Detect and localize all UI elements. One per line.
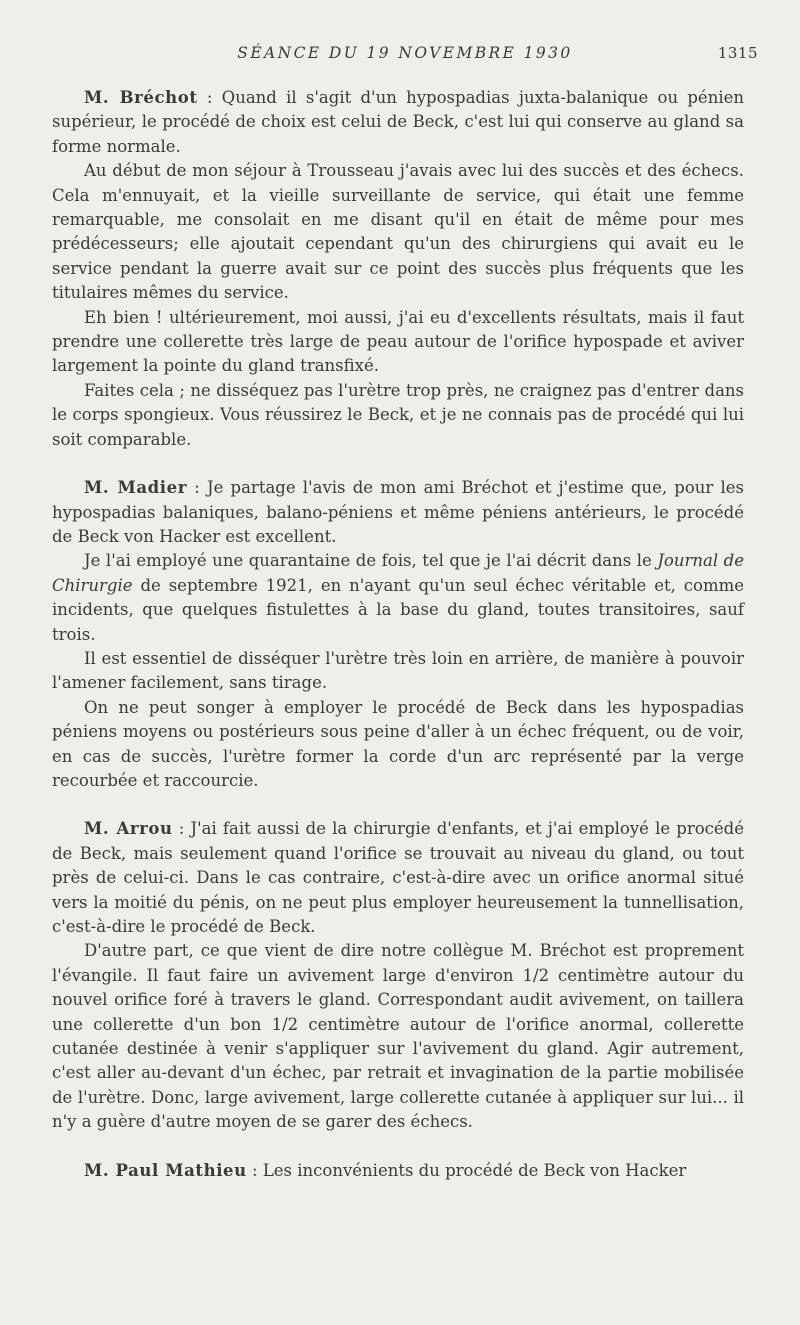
body-text <box>52 86 744 1183</box>
paragraph-madier-3: Il est essentiel de disséquer l'urètre très loin en arrière, de manière à pouvoir l'amener facilement, sans tirage. <box>52 648 744 693</box>
speaker-name: M. Bréchot <box>84 88 198 107</box>
paragraph-brechot-3: Eh bien ! ultérieurement, moi aussi, j'ai eu d'excellents résultats, mais il faut prendre une collerette très large de peau autour de l'orifice hypospade et aviver largement la pointe du gland transfixé. <box>52 307 744 376</box>
paragraph-text: : Je partage l'avis de mon ami Bréchot et j'estime que, pour les hypospadias balaniques, balano-péniens et même péniens antérieurs, le procédé de Beck von Hacker est excellent. <box>52 478 744 546</box>
paragraph-brechot-1 <box>52 86 744 159</box>
paragraph-text: : J'ai fait aussi de la chirurgie d'enfants, et j'ai employé le procédé de Beck, mais seulement quand l'orifice se trouvait au niveau du gland, ou tout près de celui-ci. Dans le cas contraire, c'est-à-dire avec un orifice anormal situé vers la moitié du pénis, on ne peut plus employer heureusement la tunnellisation, c'est-à-dire le procédé de Beck. <box>52 819 744 936</box>
paragraph-arrou-2: D'autre part, ce que vient de dire notre collègue M. Bréchot est proprement l'évangile. Il faut faire un avivement large d'environ 1/2 centimètre autour du nouvel orifice foré à travers le gland. Correspondant audit avivement, on taillera une collerette d'un bon 1/2 centimètre autour de l'orifice anormal, collerette cutanée destinée à venir s'appliquer sur l'avivement du gland. Agir autrement, c'est aller au-devant d'un échec, par retrait et invagination de la partie mobilisée de l'urètre. Donc, large avivement, large collerette cutanée à appliquer sur lui... il n'y a guère d'autre moyen de se garer des échecs. <box>52 941 744 1132</box>
running-head-title: SÉANCE DU 19 NOVEMBRE 1930 <box>237 44 573 62</box>
paragraph-madier-4: On ne peut songer à employer le procédé de Beck dans les hypospadias péniens moyens ou postérieurs sous peine d'aller à un échec fréquent, ou de voir, en cas de succès, l'urètre former la corde d'un arc représenté par la verge recourbée et raccourcie. <box>52 697 744 790</box>
paragraph-madier-2 <box>52 549 744 647</box>
paragraph-madier-1 <box>52 476 744 549</box>
paragraph-text: Je l'ai employé une quarantaine de fois, tel que je l'ai décrit dans le <box>84 551 658 571</box>
journal-title: Journal de Chirurgie <box>52 551 744 595</box>
paragraph-brechot-4: Faites cela ; ne disséquez pas l'urètre trop près, ne craignez pas d'entrer dans le corps spongieux. Vous réussirez le Beck, et je ne connais pas de procédé qui lui soit comparable. <box>52 380 744 449</box>
speaker-name: M. Arrou <box>84 819 173 839</box>
paragraph-brechot-2: Au début de mon séjour à Trousseau j'avais avec lui des succès et des échecs. Cela m'ennuyait, et la vieille surveillante de service, qui était une femme remarquable, me consolait en me disant qu'il en était de même pour mes prédécesseurs; elle ajoutait cependant qu'un des chirurgiens qui avait eu le service pendant la guerre avait sur ce point des succès plus fréquents que les titulaires mêmes du service. <box>52 161 744 303</box>
page-number: 1315 <box>717 44 758 62</box>
speaker-name: M. Paul Mathieu <box>84 1160 247 1180</box>
paragraph-text: : Les inconvénients du procédé de Beck von Hacker <box>246 1160 687 1180</box>
paragraph-text: de septembre 1921, en n'ayant qu'un seul échec véritable et, comme incidents, que quelques fistulettes à la base du gland, toutes transitoires, sauf trois. <box>52 575 744 644</box>
running-head <box>52 44 758 68</box>
paragraph-mathieu-1 <box>52 1159 744 1183</box>
paragraph-arrou-1 <box>52 817 744 939</box>
paragraph-text: : Quand il s'agit d'un hypospadias juxta-balanique ou pénien supérieur, le procédé de choix est celui de Beck, c'est lui qui conserve au gland sa forme normale. <box>52 88 744 156</box>
speaker-name: M. Madier <box>84 478 188 498</box>
